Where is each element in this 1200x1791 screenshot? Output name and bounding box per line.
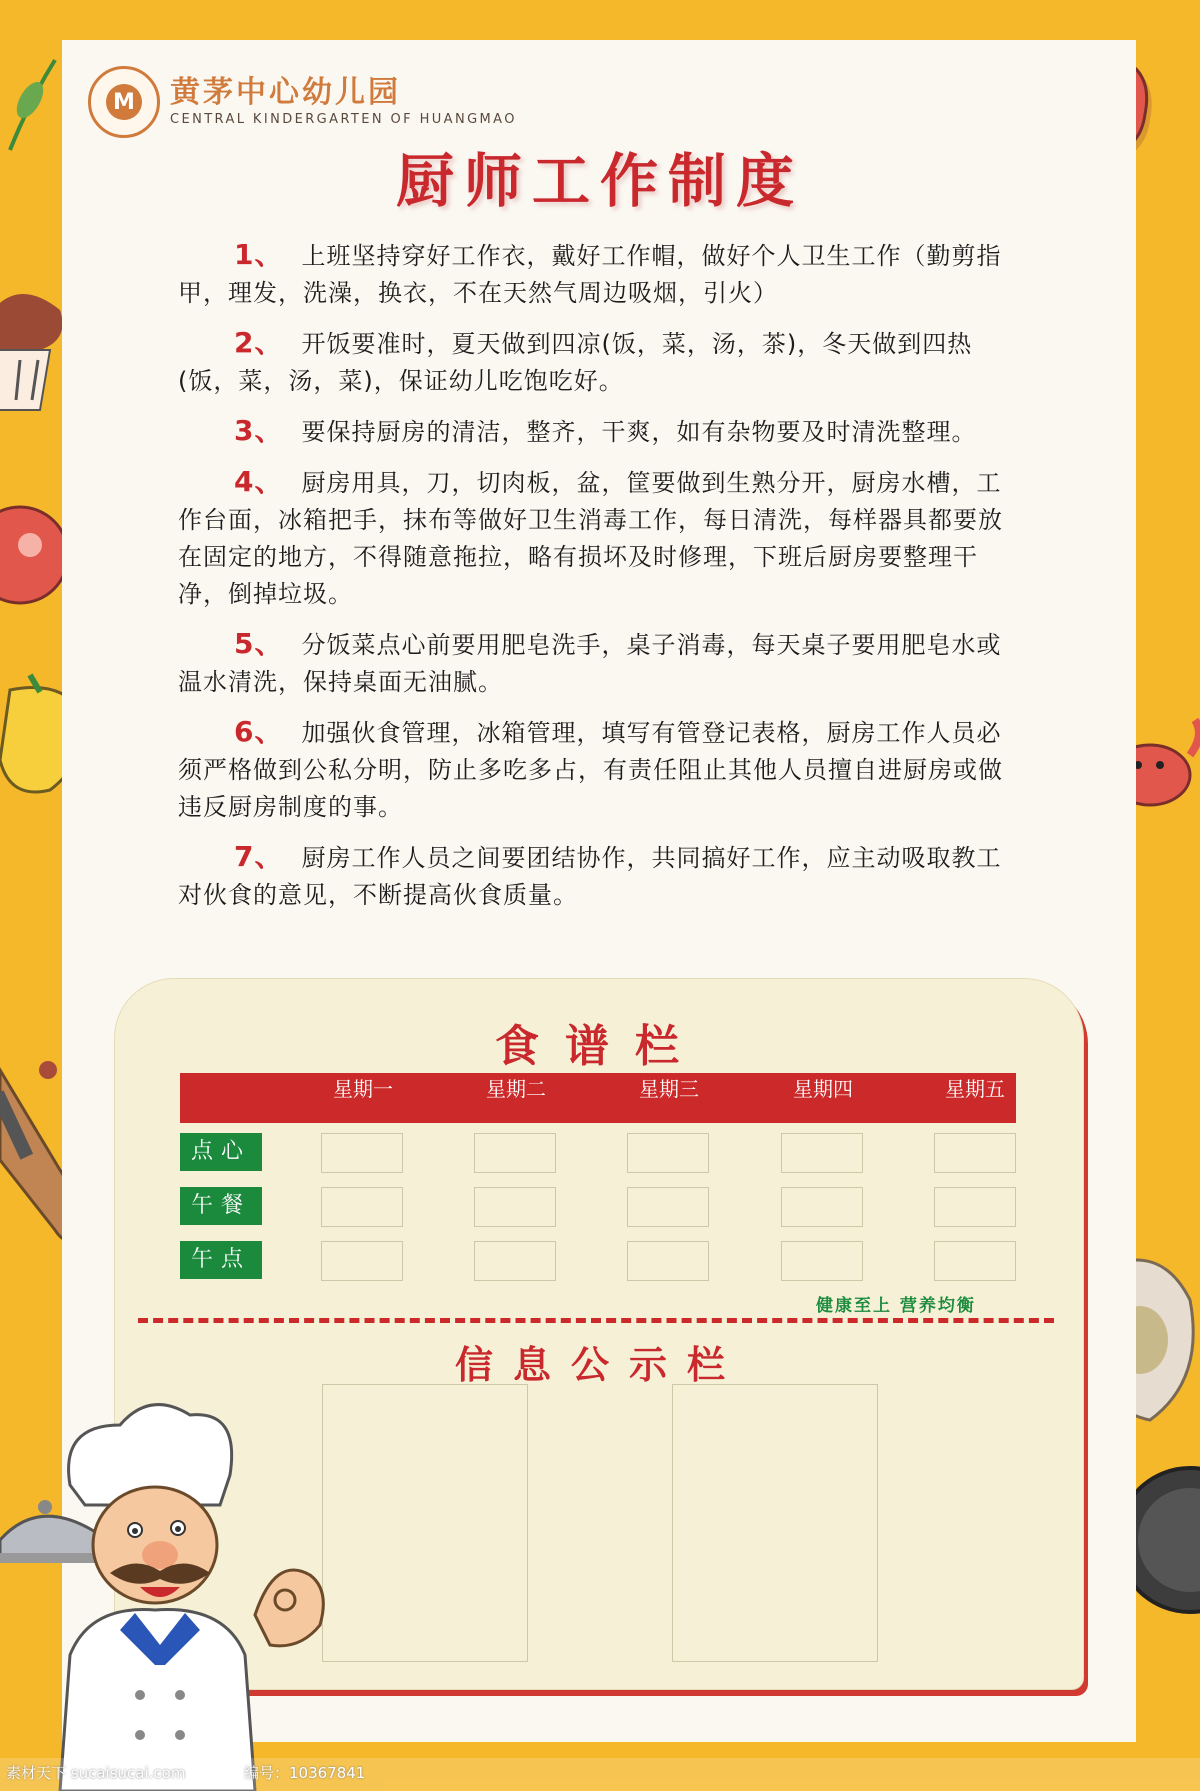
menu-cell[interactable]	[321, 1241, 403, 1281]
rule-item	[178, 412, 1026, 451]
info-title: 信息公示栏	[454, 1343, 745, 1387]
menu-slogan: 健康至上 营养均衡	[816, 1296, 976, 1316]
menu-cell[interactable]	[627, 1241, 709, 1281]
rule-item	[178, 463, 1026, 613]
watermark-id: 编号：10367841	[244, 1764, 366, 1782]
rule-number: 5、	[234, 627, 284, 660]
rule-number: 3、	[234, 414, 284, 447]
info-notice-box	[322, 1384, 528, 1662]
rule-item	[178, 838, 1026, 914]
menu-cell[interactable]	[321, 1133, 403, 1173]
chef-icon	[0, 1395, 350, 1791]
kindergarten-logo	[88, 66, 517, 138]
cupcake-icon	[0, 270, 70, 420]
logo-name-cn: 黄茅中心幼儿园	[170, 75, 401, 110]
rules-list	[178, 236, 1026, 926]
menu-cell[interactable]	[474, 1187, 556, 1227]
day-friday: 星期五	[945, 1077, 1005, 1101]
menu-cell[interactable]	[934, 1241, 1016, 1281]
rule-number: 7、	[234, 840, 284, 873]
section-divider	[138, 1318, 1054, 1323]
menu-cell[interactable]	[781, 1133, 863, 1173]
rule-number: 4、	[234, 465, 284, 498]
rule-text: 加强伙食管理，冰箱管理，填写有管登记表格，厨房工作人员必须严格做到公私分明，防止多吃多占，有责任阻止其他人员擅自进厨房或做违反厨房制度的事。	[178, 719, 1003, 821]
rule-number: 2、	[234, 326, 284, 359]
meal-snack: 点心	[180, 1133, 262, 1171]
rule-text: 厨房工作人员之间要团结协作，共同搞好工作，应主动吸取教工对伙食的意见，不断提高伙食质量。	[178, 844, 1002, 909]
info-notice-box	[672, 1384, 878, 1662]
rule-item	[178, 236, 1026, 312]
meal-afternoon-snack: 午点	[180, 1241, 262, 1279]
meal-lunch: 午餐	[180, 1187, 262, 1225]
menu-header-row	[180, 1073, 1016, 1123]
menu-cell[interactable]	[321, 1187, 403, 1227]
logo-letter: M	[106, 84, 142, 120]
menu-cell[interactable]	[474, 1241, 556, 1281]
day-wednesday: 星期三	[639, 1077, 699, 1101]
logo-name-en: CENTRAL KINDERGARTEN OF HUANGMAO	[170, 112, 517, 127]
rule-item	[178, 324, 1026, 400]
watermark-site: 素材天下 sucaisucai.com	[6, 1764, 186, 1782]
menu-title: 食谱栏	[495, 1021, 705, 1072]
rule-number: 6、	[234, 715, 284, 748]
menu-cell[interactable]	[627, 1133, 709, 1173]
ham-icon	[0, 500, 70, 610]
rule-text: 上班坚持穿好工作衣，戴好工作帽，做好个人卫生工作（勤剪指甲，理发，洗澡，换衣，不在天然气周边吸烟，引火）	[178, 242, 1002, 307]
rule-text: 分饭菜点心前要用肥皂洗手，桌子消毒，每天桌子要用肥皂水或温水清洗，保持桌面无油腻。	[178, 631, 1002, 696]
menu-cell[interactable]	[934, 1187, 1016, 1227]
logo-badge	[88, 66, 160, 138]
day-monday: 星期一	[333, 1077, 393, 1101]
day-thursday: 星期四	[793, 1077, 853, 1101]
menu-cell[interactable]	[781, 1187, 863, 1227]
rule-text: 厨房用具，刀，切肉板，盆，筐要做到生熟分开，厨房水槽，工作台面，冰箱把手，抹布等做好卫生消毒工作，每日清洗，每样器具都要放在固定的地方，不得随意拖拉，略有损坏及时修理，下班后厨房要整理干净，倒掉垃圾。	[178, 469, 1003, 608]
rule-text: 开饭要准时，夏天做到四凉(饭，菜，汤，茶)，冬天做到四热(饭，菜，汤，菜)，保证幼儿吃饱吃好。	[178, 330, 973, 395]
menu-cell[interactable]	[781, 1241, 863, 1281]
rule-text: 要保持厨房的清洁，整齐，干爽，如有杂物要及时清洗整理。	[301, 418, 977, 446]
menu-cell[interactable]	[627, 1187, 709, 1227]
menu-cell[interactable]	[934, 1133, 1016, 1173]
rule-number: 1、	[234, 238, 284, 271]
rule-item	[178, 625, 1026, 701]
menu-cell[interactable]	[474, 1133, 556, 1173]
day-tuesday: 星期二	[486, 1077, 546, 1101]
page-title: 厨师工作制度	[395, 147, 804, 215]
rule-item	[178, 713, 1026, 826]
